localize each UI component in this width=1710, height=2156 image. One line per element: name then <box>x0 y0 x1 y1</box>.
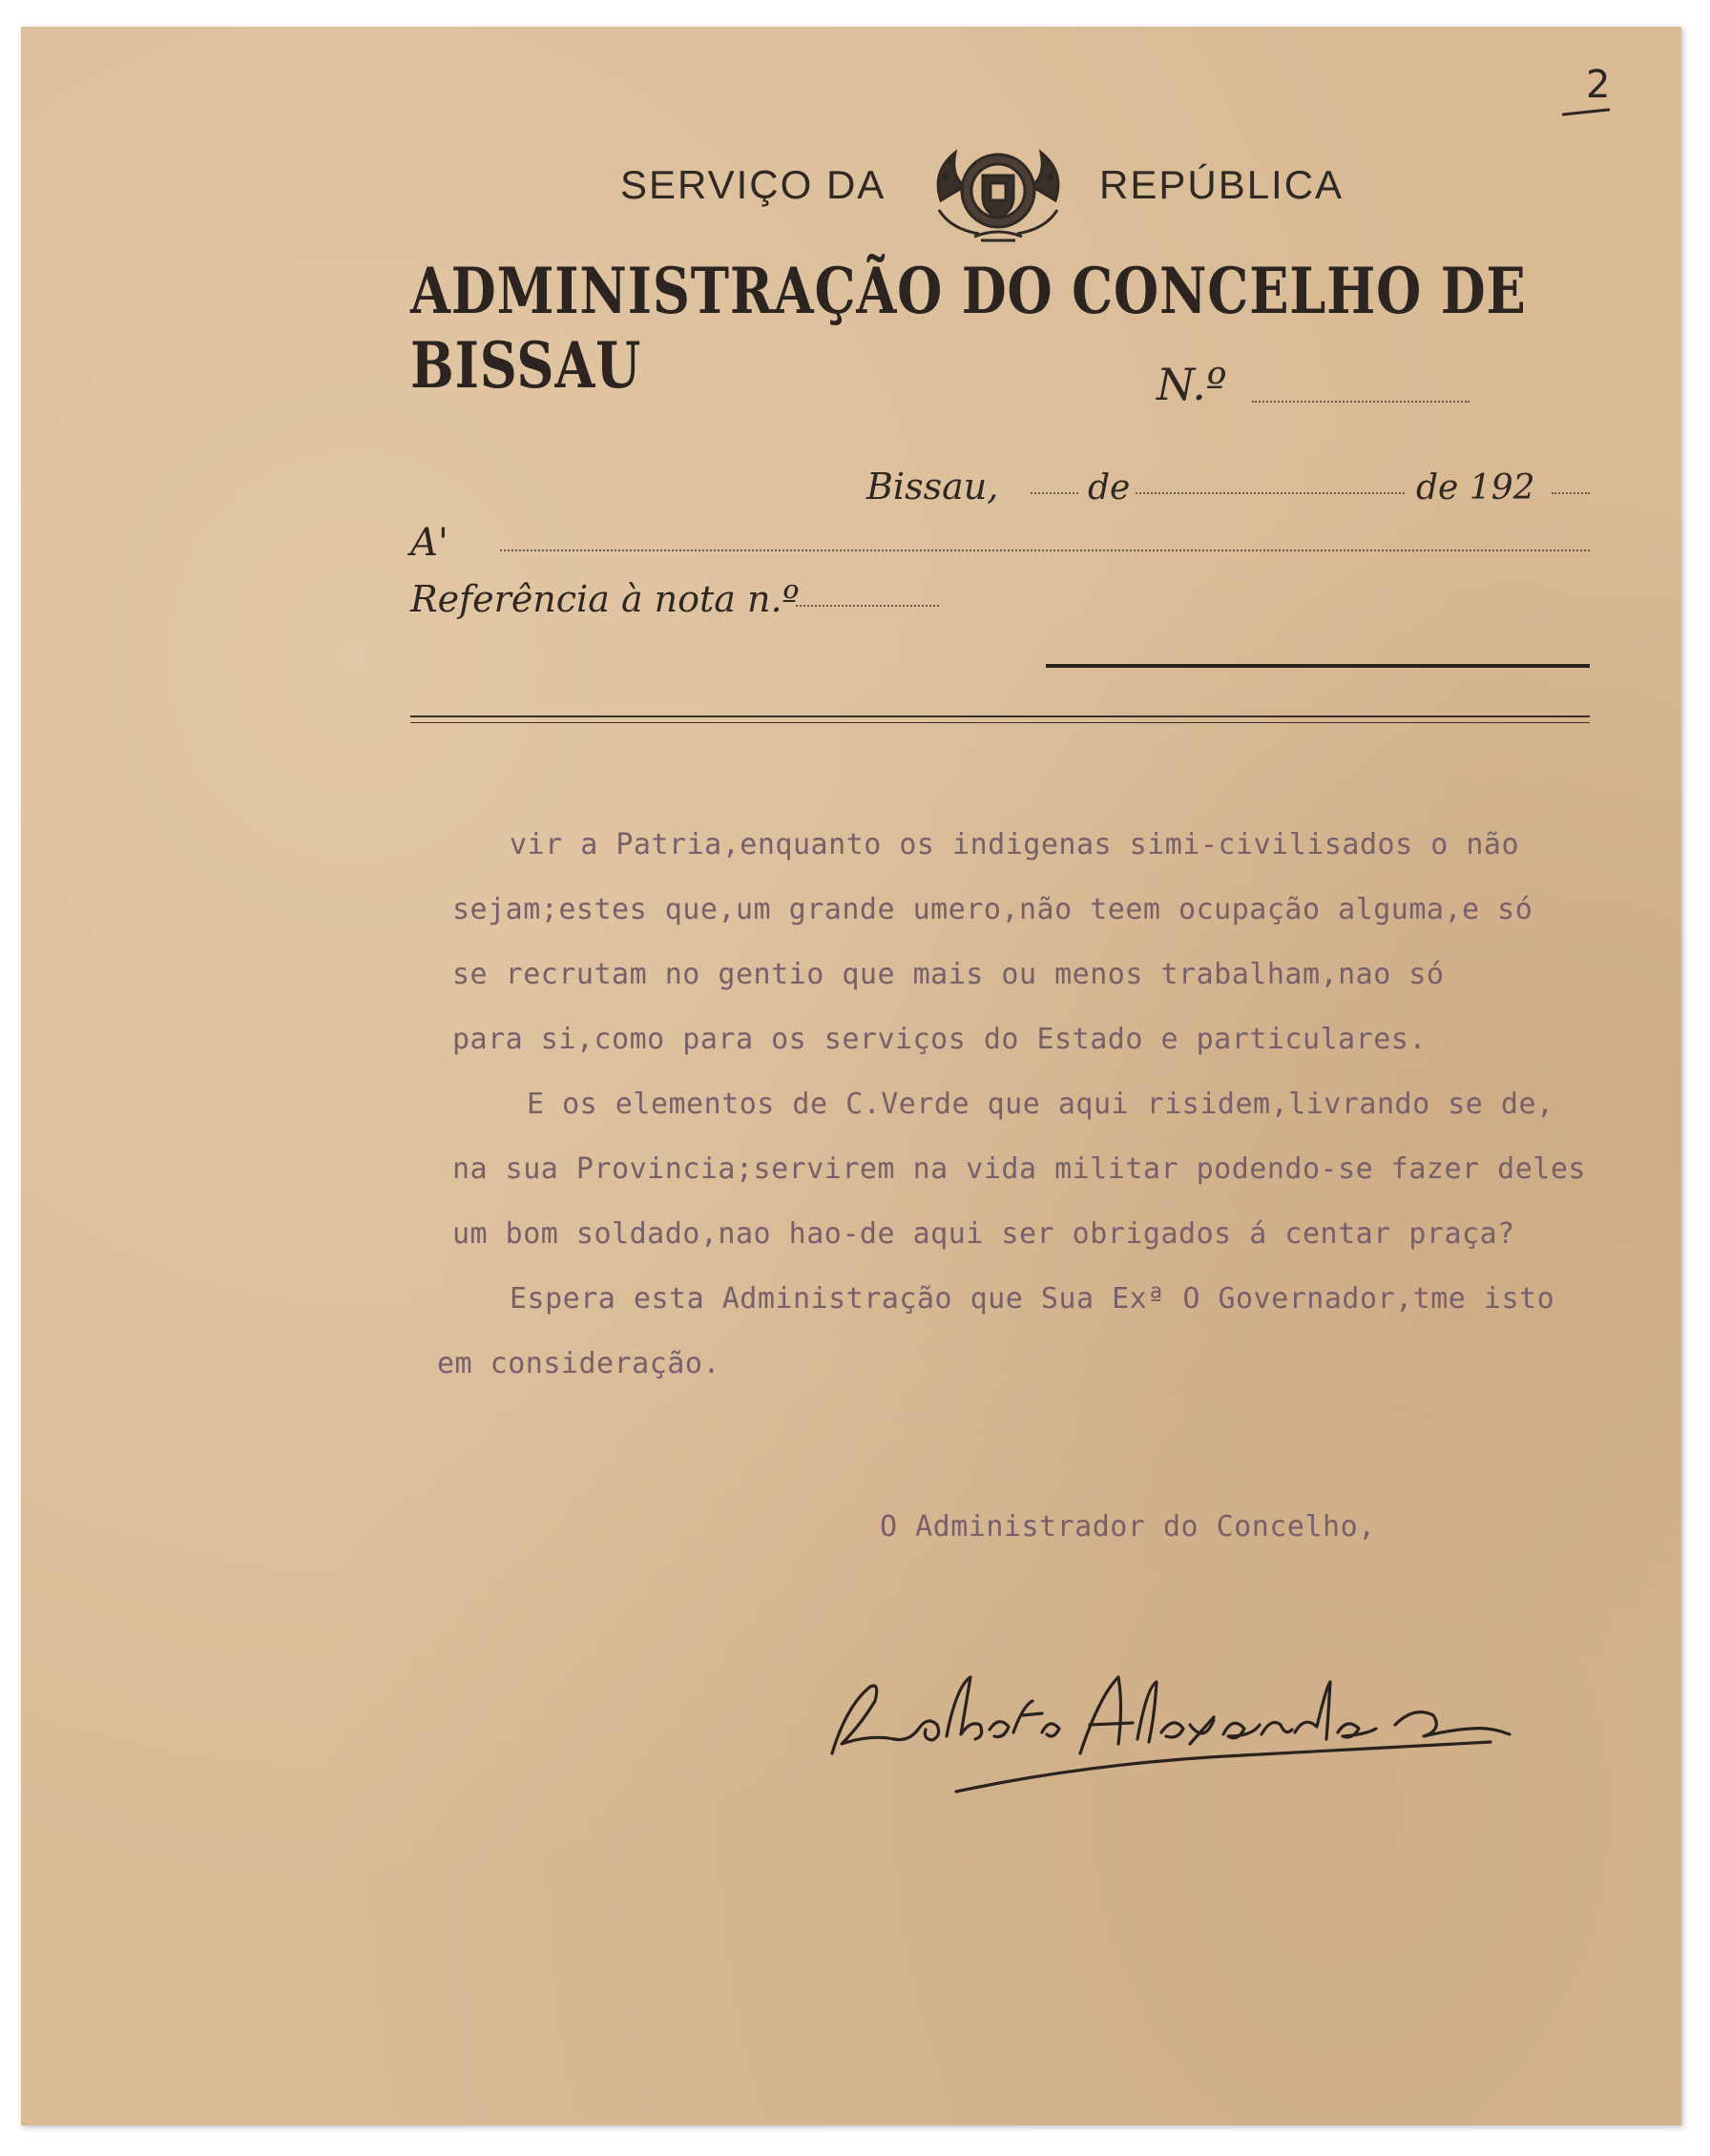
addressee-label: A' <box>410 521 448 565</box>
signatory-title: O Administrador do Concelho, <box>880 1510 1376 1544</box>
addressee-field <box>500 549 1590 551</box>
document-page <box>21 27 1681 2125</box>
month-field <box>1136 492 1405 494</box>
body-line: Espera esta Administração que Sua Exª O Governador,tme isto <box>510 1282 1555 1316</box>
numero-field <box>1252 401 1470 403</box>
body-line: vir a Patria,enquanto os indigenas simi-civilisados o não <box>510 828 1520 861</box>
place-label: Bissau, <box>866 466 999 508</box>
letterhead <box>21 134 1681 229</box>
body-line: se recrutam no gentio que mais ou menos trabalham,nao só <box>452 958 1445 991</box>
handwritten-signature <box>803 1648 1529 1801</box>
de-label-month: de <box>1088 468 1131 508</box>
folio-underline <box>1562 108 1610 115</box>
letterhead-left-text: SERVIÇO DA <box>620 162 886 207</box>
coat-of-arms-icon <box>922 134 1074 246</box>
separator-short <box>1046 664 1590 668</box>
letterhead-right-text: REPÚBLICA <box>1099 162 1345 207</box>
separator-double-top <box>410 715 1590 717</box>
year-field <box>1552 492 1590 494</box>
body-line: um bom soldado,nao hao-de aqui ser obrigados á centar praça? <box>452 1217 1515 1251</box>
body-line: E os elementos de C.Verde que aqui risidem,livrando se de, <box>527 1088 1554 1121</box>
body-line: em consideração. <box>437 1347 720 1380</box>
numero-label: N.º <box>1157 359 1227 410</box>
document-title: ADMINISTRAÇÃO DO CONCELHO DE BISSAU <box>410 254 1527 403</box>
day-field <box>1031 492 1078 494</box>
body-line: para si,como para os serviços do Estado e particulares. <box>452 1023 1427 1056</box>
referencia-label: Referência à nota n.º <box>410 578 800 620</box>
folio-number: 2 <box>1586 63 1611 107</box>
body-line: na sua Provincia;servirem na vida militar podendo-se fazer deles <box>452 1152 1586 1186</box>
referencia-field <box>796 605 939 607</box>
separator-double-bottom <box>410 722 1590 723</box>
de-label-year: de 192 <box>1416 468 1535 508</box>
body-line: sejam;estes que,um grande umero,não teem ocupação alguma,e só <box>452 893 1533 926</box>
